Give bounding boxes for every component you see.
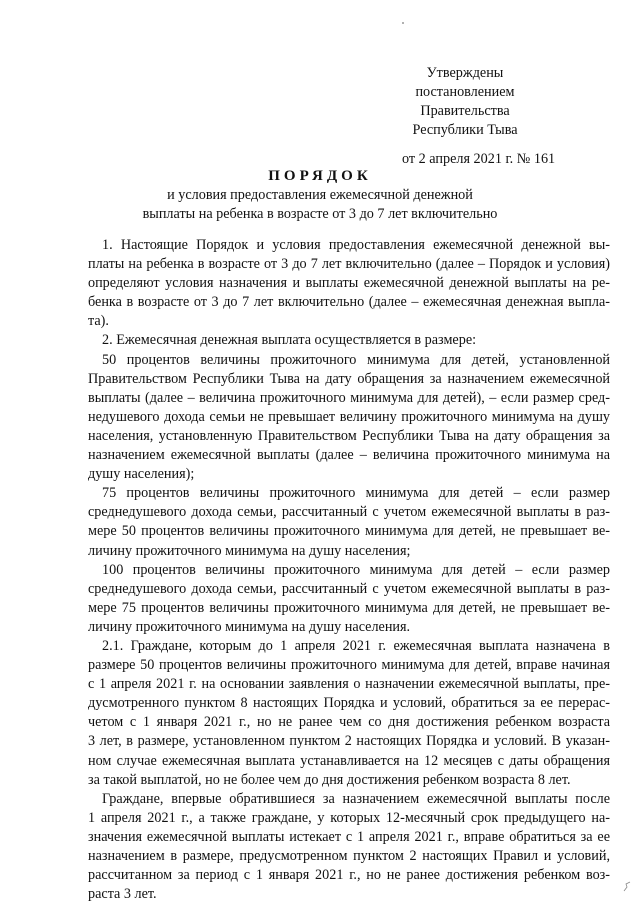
approval-stamp-block xyxy=(380,64,556,169)
paragraph-line: с 1 апреля 2021 г. на основании заявления о назначении ежемесячной выплаты, пре- xyxy=(88,676,610,693)
paragraph-line: ном случае ежемесячная выплата устанавливается на 12 месяцев с даты обращения xyxy=(88,752,610,769)
scan-speck xyxy=(402,22,404,24)
paragraph xyxy=(88,351,610,485)
paragraph-line: размере 50 процентов величины прожиточного минимума для детей, вправе начиная xyxy=(88,657,610,674)
paragraph-line: платы на ребенка в возрасте от 3 до 7 лет включительно (далее – Порядок и условия) xyxy=(88,256,610,273)
paragraph-line: Правительством Республики Тыва на дату обращения за назначением ежемесячной xyxy=(88,370,610,387)
paragraph-line: 50 процентов величины прожиточного минимума для детей, установленной xyxy=(102,351,610,368)
paragraph-line: мере 50 процентов величины прожиточного минимума для детей, не превышает ве- xyxy=(88,523,610,540)
corner-scan-mark-icon xyxy=(622,881,632,893)
paragraph-line: 100 процентов величины прожиточного минимума для детей – если размер xyxy=(102,561,610,578)
paragraph-line: определяют условия назначения и выплаты ежемесячной денежной выплаты на ре- xyxy=(88,275,610,292)
paragraph-line: значения ежемесячной выплаты истекает с 1 апреля 2021 г., вправе обратиться за ее xyxy=(88,828,610,845)
paragraph-line: недушевого дохода семьи не превышает величину прожиточного минимума на душу xyxy=(88,408,610,425)
document-title-block xyxy=(0,166,640,224)
paragraph-line: душу населения); xyxy=(88,466,195,483)
paragraph-line: Граждане, впервые обратившиеся за назначением ежемесячной выплаты после xyxy=(102,790,610,807)
paragraph xyxy=(88,637,610,790)
paragraph-line: 3 лет, в размере, установленном пунктом 2 настоящих Порядка и условий. В указан- xyxy=(88,733,610,750)
paragraph-line: среднедушевого дохода семьи, рассчитанный с учетом ежемесячной выплаты в раз- xyxy=(88,504,610,521)
approval-date: от 2 апреля 2021 г. № 161 xyxy=(402,151,556,167)
paragraph-line: назначением ежемесячной выплаты (далее – величина прожиточного минимума на xyxy=(88,447,610,464)
paragraph-line: личину прожиточного минимума на душу населения; xyxy=(88,542,411,559)
paragraph-line: бенка в возрасте от 3 до 7 лет включительно (далее – ежемесячная денежная выпла- xyxy=(88,294,610,311)
paragraph-line: раста 3 лет. xyxy=(88,886,157,903)
paragraph-line: четом с 1 января 2021 г., но не ранее чем со дня достижения ребенком возраста xyxy=(88,714,610,731)
approval-line-3: Республики Тыва xyxy=(412,122,518,138)
paragraph xyxy=(88,561,610,637)
paragraph-line: назначением в размере, предусмотренном пунктом 2 настоящих Правил и условий, xyxy=(88,848,610,864)
paragraph-line: выплаты (далее – величина прожиточного минимума для детей), – если размер сред- xyxy=(88,389,610,406)
paragraph-line: 1 апреля 2021 г., а также граждане, у которых 12-месячный срок предыдущего на- xyxy=(88,809,610,826)
paragraph-line: дусмотренного пунктом 8 настоящих Порядка и условий, обратиться за ее перерас- xyxy=(88,695,610,712)
paragraph-line: личину прожиточного минимума на душу населения. xyxy=(88,618,411,635)
paragraph-line: 1. Настоящие Порядок и условия предоставления ежемесячной денежной вы- xyxy=(102,237,610,253)
paragraph xyxy=(88,790,610,905)
paragraph-line: 2. Ежемесячная денежная выплата осуществляется в размере: xyxy=(102,332,477,349)
document-subtitle-line-1: и условия предоставления ежемесячной денежной xyxy=(167,187,473,203)
paragraph-line: среднедушевого дохода семьи, рассчитанный с учетом ежемесячной выплаты в раз- xyxy=(88,580,610,597)
paragraph-line: 2.1. Граждане, которым до 1 апреля 2021 г. ежемесячная выплата назначена в xyxy=(102,637,610,654)
paragraph-line: та). xyxy=(88,313,109,330)
document-subtitle-line-2: выплаты на ребенка в возрасте от 3 до 7 лет включительно xyxy=(142,206,498,222)
paragraph-line: мере 75 процентов величины прожиточного минимума для детей, не превышает ве- xyxy=(88,599,610,616)
approval-line-1: Утверждены xyxy=(426,65,504,81)
document-body xyxy=(88,236,610,904)
paragraph-line: за такой выплатой, но не более чем до дня достижения ребенком возраста 8 лет. xyxy=(88,771,571,788)
paragraph xyxy=(88,331,610,350)
paragraph xyxy=(88,484,610,560)
paragraph xyxy=(88,236,610,331)
approval-line-2: постановлением Правительства xyxy=(415,84,515,119)
document-heading: ПОРЯДОК xyxy=(268,168,372,184)
paragraph-line: 75 процентов величины прожиточного минимума для детей – если размер xyxy=(102,485,610,502)
paragraph-line: рассчитанном за период с 1 января 2021 г., но не ранее достижения ребенком воз- xyxy=(88,867,610,884)
paragraph-line: населения, установленную Правительством Республики Тыва на дату обращения за xyxy=(88,427,610,444)
